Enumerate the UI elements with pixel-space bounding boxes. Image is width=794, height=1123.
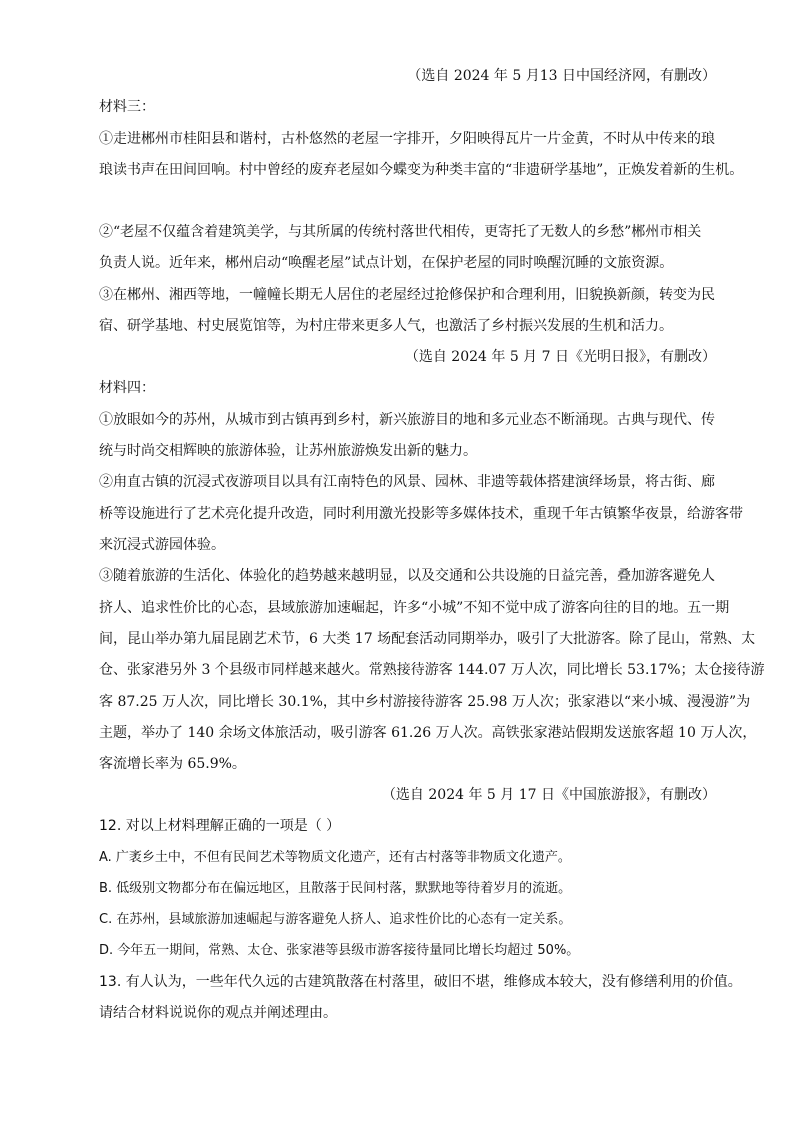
m3-p1-line1: ①走进郴州市桂阳县和谐村，古朴悠然的老屋一字排开，夕阳映得瓦片一片金黄，不时从中传来的琅 (99, 131, 715, 147)
question-13-line1: 13. 有人认为，一些年代久远的古建筑散落在村落里，破旧不堪，维修成本较大，没有修缮利用的价值。 (99, 974, 742, 990)
m4-p3-line5: 客 87.25 万人次，同比增长 30.1%，其中乡村游接待游客 25.98 万人次；张家港以“来小城、漫漫游”为 (99, 694, 751, 710)
m4-p3-line4: 仓、张家港另外 3 个县级市同样越来越火。常熟接待游客 144.07 万人次，同比增长 53.17%；太仓接待游 (99, 662, 765, 678)
material-four-heading: 材料四： (99, 380, 155, 396)
m4-p2-line3: 来沉浸式游园体验。 (99, 537, 225, 553)
m4-p3-line7: 客流增长率为 65.9%。 (99, 756, 246, 772)
m4-p3-line1: ③随着旅游的生活化、体验化的趋势越来越明显，以及交通和公共设施的日益完善，叠加游客避免人 (99, 568, 715, 584)
question-13-line2: 请结合材料说说你的观点并阐述理由。 (99, 1005, 337, 1021)
m4-p2-line1: ②甪直古镇的沉浸式夜游项目以具有江南特色的风景、园林、非遗等载体搭建演绎场景，将古街、廊 (99, 474, 715, 490)
question-12-option-a: A. 广袤乡土中，不但有民间艺术等物质文化遗产，还有古村落等非物质文化遗产。 (99, 850, 571, 865)
m3-p3-line1: ③在郴州、湘西等地，一幢幢长期无人居住的老屋经过抢修保护和合理利用，旧貌换新颜，转变为民 (99, 287, 715, 303)
question-12-option-c: C. 在苏州，县域旅游加速崛起与游客避免人挤人、追求性价比的心态有一定关系。 (99, 912, 572, 927)
m3-p1-line2: 琅读书声在田间回响。村中曾经的废弃老屋如今蝶变为种类丰富的“非遗研学基地”，正焕发着新的生机。 (99, 162, 744, 178)
question-12-option-b: B. 低级别文物都分布在偏远地区，且散落于民间村落，默默地等待着岁月的流逝。 (99, 881, 572, 896)
material-three-heading: 材料三： (99, 99, 155, 115)
source-citation-m4: （选自 2024 年 5 月 17 日《中国旅游报》，有删改） (381, 787, 716, 803)
m4-p3-line6: 主题，举办了 140 余场文体旅活动，吸引游客 61.26 万人次。高铁张家港站假期发送旅客超 10 万人次， (99, 725, 757, 741)
m4-p3-line3: 间，昆山举办第九届昆剧艺术节，6 大类 17 场配套活动同期举办，吸引了大批游客。除了昆山，常熟、太 (99, 631, 756, 647)
source-citation-m3: （选自 2024 年 5 月 7 日《光明日报》，有删改） (404, 349, 716, 365)
m4-p1-line2: 统与时尚交相辉映的旅游体验，让苏州旅游焕发出新的魅力。 (99, 443, 477, 459)
question-12-option-d: D. 今年五一期间，常熟、太仓、张家港等县级市游客接待量同比增长均超过 50%。 (99, 943, 580, 958)
m4-p1-line1: ①放眼如今的苏州，从城市到古镇再到乡村，新兴旅游目的地和多元业态不断涌现。古典与现代、传 (99, 412, 715, 428)
m4-p2-line2: 桥等设施进行了艺术亮化提升改造，同时利用激光投影等多媒体技术，重现千年古镇繁华夜景，给游客带 (99, 506, 743, 522)
m4-p3-line2: 挤人、追求性价比的心态，县域旅游加速崛起，许多“小城”不知不觉中成了游客向往的目的地。五一期 (99, 600, 730, 616)
question-12-stem: 12. 对以上材料理解正确的一项是（ ） (99, 818, 341, 834)
source-citation-top: （选自 2024 年 5 月13 日中国经济网，有删改） (407, 68, 716, 84)
m3-p2-line2: 负责人说。近年来，郴州启动“唤醒老屋”试点计划，在保护老屋的同时唤醒沉睡的文旅资源。 (99, 255, 674, 271)
m3-p3-line2: 宿、研学基地、村史展览馆等，为村庄带来更多人气，也激活了乡村振兴发展的生机和活力。 (99, 318, 673, 334)
m3-p2-line1: ②“老屋不仅蕴含着建筑美学，与其所属的传统村落世代相传，更寄托了无数人的乡愁”郴州市相关 (99, 224, 702, 240)
